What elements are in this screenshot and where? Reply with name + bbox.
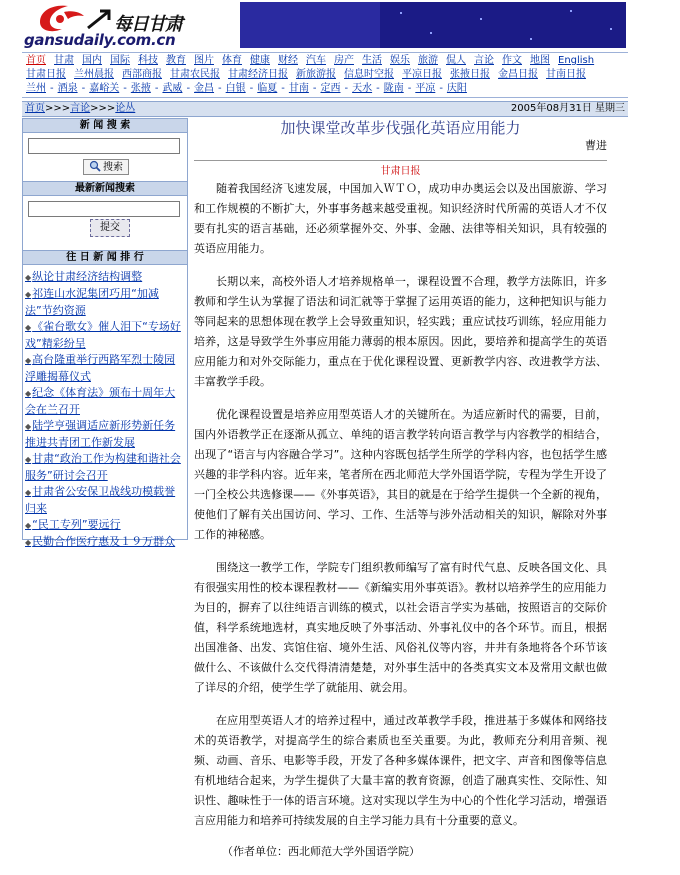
ranking-item-label: 《雀台歌女》催人泪下“专场好戏”精彩纷呈 — [25, 320, 181, 350]
ranking-item-label: 陆学亨强调适应新形势新任务推进共青团工作新发展 — [25, 419, 176, 449]
article-source: 甘肃日报 — [380, 166, 421, 177]
nav-link[interactable]: 生活 — [362, 55, 382, 66]
nav-separator: - — [218, 83, 222, 94]
breadcrumb-opinion[interactable]: 言论 — [70, 103, 91, 114]
author-affiliation: （作者单位：西北师范大学外国语学院） — [222, 845, 420, 858]
logo-arrow-icon — [86, 8, 112, 30]
nav-link[interactable]: 临夏 — [257, 83, 278, 94]
ranking-item[interactable] — [25, 517, 185, 534]
nav-link[interactable]: 甘南 — [288, 83, 309, 94]
news-search-input[interactable] — [28, 138, 180, 154]
bullet-icon: ◆ — [25, 290, 32, 299]
news-search-title: 新 闻 搜 索 — [23, 119, 187, 133]
breadcrumb-home[interactable]: 首页 — [25, 103, 45, 114]
nav-separator: - — [344, 83, 349, 94]
nav-link[interactable]: 教育 — [166, 55, 186, 66]
nav-link[interactable]: 天水 — [352, 83, 373, 94]
breadcrumb — [22, 101, 628, 117]
nav-separator: - — [123, 83, 127, 94]
article-title: 加快课堂改革步伐强化英语应用能力 — [280, 119, 521, 137]
article-paragraph: 长期以来，高校外语人才培养规格单一，课程设置不合理，教学方法陈旧，许多教师和学生认为掌握了语法和词汇就等于掌握了运用英语的能力，这种把知识与能力等同起来的思想体现在教学上会导致重知识，轻实践；重应试技巧训练，轻应用能力培养，这是导致学生外事应用能力薄弱的根本原因。因此，要培养和提高学生的英语应用能力和对外交际能力，重点在于优化课程设置、更新教学内容、改进教学方法、丰富教学手段。 — [194, 275, 607, 388]
nav-link[interactable]: 科技 — [138, 55, 158, 66]
nav-link[interactable]: 旅游 — [418, 55, 438, 66]
current-date: 2005年08月31日 星期三 — [510, 103, 625, 114]
magnifier-icon — [89, 160, 101, 172]
ranking-item-label: 民勤合作医疗惠及１９万群众 — [32, 535, 176, 548]
ranking-item[interactable] — [25, 286, 185, 319]
nav-link[interactable]: 国际 — [110, 55, 130, 66]
ranking-item-label: 高台隆重举行西路军烈士陵园浮雕揭幕仪式 — [25, 353, 176, 383]
ranking-item-label: “民工专列”要远行 — [32, 518, 121, 531]
nav-link[interactable]: 图片 — [194, 55, 214, 66]
nav-link[interactable]: 体育 — [222, 55, 242, 66]
nav-link[interactable]: 地图 — [530, 55, 550, 66]
ranking-title: 往 日 新 闻 排 行 — [23, 250, 187, 265]
search-button[interactable] — [83, 159, 129, 175]
nav-link[interactable]: 张掖日报 — [450, 69, 490, 80]
nav-separator: - — [439, 83, 443, 94]
header-banner — [240, 2, 626, 48]
ranking-item-label: 甘肃省公安保卫战线功模载誉归来 — [25, 485, 176, 515]
article-paragraph: 优化课程设置是培养应用型英语人才的关键所在。为适应新时代的需要，目前，国内外语教学正在逐渐从孤立、单纯的语言教学转向语言教学与内容教学的相结合，出现了“语言与内容融合学习”。这种内容既包括学生所学的学科内容，也包括学生感兴趣的非学科内容。近年来，笔者所在西北师范大学外国语学院，专程为学生开设了一门全校公共选修课——《外事英语》，其目的就是在于给学生提供一个全新的视角，使他们了解有关出国访问、学习、工作、生活等与涉外活动相关的知识，解除对外事工作的神秘感。 — [194, 408, 607, 541]
article-paragraph: 随着我国经济飞速发展，中国加入ＷＴＯ，成功申办奥运会以及出国旅游、学习和工作规模的不断扩大，外事事务越来越受重视。知识经济时代所需的英语人才不仅要有扎实的语言基础，还必须掌握外交、外事、金融、法律等相关知识，具有较强的英语应用能力。 — [194, 182, 607, 255]
nav-separator: - — [154, 83, 159, 94]
nav-link[interactable]: 西部商报 — [122, 69, 162, 80]
nav-link[interactable]: 陇南 — [383, 83, 404, 94]
nav-link[interactable]: 庆阳 — [446, 83, 467, 94]
nav-separator: - — [407, 83, 412, 94]
nav-link[interactable]: 汽车 — [306, 55, 326, 66]
nav-link[interactable]: 首页 — [26, 55, 46, 66]
nav-link[interactable]: 财经 — [278, 55, 298, 66]
breadcrumb-forum[interactable]: 论丛 — [115, 103, 136, 114]
ranking-item[interactable] — [25, 418, 185, 451]
ranking-item[interactable] — [25, 484, 185, 517]
main-nav — [22, 52, 628, 98]
ranking-item[interactable] — [25, 319, 185, 352]
bullet-icon: ◆ — [25, 273, 32, 282]
nav-separator: - — [50, 83, 54, 94]
ranking-item-label: 纵论甘肃经济结构调整 — [32, 270, 143, 283]
nav-separator: - — [312, 83, 317, 94]
nav-link[interactable]: 侃人 — [446, 55, 466, 66]
logo-chinese-name: 每日甘肃 — [114, 14, 182, 35]
nav-link[interactable]: 平凉 — [415, 83, 436, 94]
bullet-icon: ◆ — [25, 521, 32, 530]
bullet-icon: ◆ — [25, 323, 32, 332]
nav-link[interactable]: 健康 — [250, 55, 270, 66]
submit-button[interactable]: 提交 — [90, 219, 130, 237]
bullet-icon: ◆ — [25, 488, 32, 497]
ranking-item[interactable] — [25, 385, 185, 418]
latest-search-input[interactable] — [28, 201, 180, 217]
article — [194, 118, 607, 875]
breadcrumb-separator: >>> — [90, 103, 116, 114]
nav-row-newspapers — [26, 68, 594, 82]
nav-link[interactable]: 金昌日报 — [498, 69, 538, 80]
logo-domain: gansudaily.com.cn — [24, 31, 176, 49]
bullet-icon: ◆ — [25, 356, 32, 365]
nav-link[interactable]: 娱乐 — [390, 55, 410, 66]
nav-separator: - — [81, 83, 86, 94]
search-button-label: 搜索 — [103, 162, 123, 173]
ranking-item-label: 纪念《体育法》颁布十周年大会在兰召开 — [25, 386, 176, 416]
nav-link[interactable]: 定西 — [320, 83, 341, 94]
article-author: 曹进 — [585, 139, 607, 152]
nav-separator: - — [281, 83, 285, 94]
nav-link[interactable]: 嘉峪关 — [89, 83, 120, 94]
ranking-item-label: 祁连山水泥集团巧用“加减法”节约资源 — [25, 287, 159, 317]
article-paragraph: 在应用型英语人才的培养过程中，通过改革教学手段，推进基于多媒体和网络技术的英语教学，对提高学生的综合素质也至关重要。为此，教师充分利用音频、视频、动画、音乐、电影等手段，开发了各种多媒体课件，把文字、声音和图像等信息有机地结合起来，为学生提供了大量丰富的教育资源，创造了融真实性、交际性、知识性、趣味性于一体的语言环境。这对实现以学生为中心的个性化学习活动，增强语言应用能力和培养可持续发展的自主学习能力具有十分重要的意义。 — [194, 714, 607, 827]
ranking-item[interactable] — [25, 269, 185, 286]
nav-link[interactable]: 白银 — [225, 83, 246, 94]
bullet-icon: ◆ — [25, 455, 32, 464]
nav-link[interactable]: 新旅游报 — [296, 69, 336, 80]
nav-link[interactable]: 张掖 — [130, 83, 151, 94]
ranking-item[interactable] — [25, 534, 185, 551]
nav-link[interactable]: 甘肃农民报 — [170, 69, 220, 80]
divider — [194, 160, 607, 161]
latest-search-title: 最新新闻搜索 — [23, 181, 187, 196]
nav-separator: - — [249, 83, 254, 94]
nav-link[interactable]: 房产 — [334, 55, 354, 66]
nav-link[interactable]: 甘南日报 — [546, 69, 586, 80]
nav-link[interactable]: 平凉日报 — [402, 69, 442, 80]
ranking-item[interactable] — [25, 451, 185, 484]
ranking-item[interactable] — [25, 352, 185, 385]
nav-link[interactable]: 言论 — [474, 55, 494, 66]
article-paragraph: 围绕这一教学工作，学院专门组织教师编写了富有时代气息、反映各国文化、具有很强实用性的校本课程教材——《新编实用外事英语》。教材以培养学生的应用能力为目的，摒弃了以往纯语言训练的模式，以社会语言学实为基础，按照语言的交际价值，科学系统地选材，真实地反映了外事活动、外事礼仪中的各个环节。而且，根据出国准备、出发、宾馆住宿、境外生活、风俗礼仪等内容，井井有条地将各个环节该做什么、不该做什么交代得清清楚楚，对外事生活中的各类真实文本及常用文献也做了详尽的介绍，使学生学了就能用、就会用。 — [194, 561, 607, 694]
nav-link[interactable]: 作文 — [502, 55, 522, 66]
nav-link[interactable]: 酒泉 — [57, 83, 78, 94]
site-header — [22, 0, 628, 50]
nav-row-channels — [26, 54, 602, 68]
site-logo[interactable] — [22, 0, 222, 50]
bullet-icon: ◆ — [25, 538, 32, 547]
article-body — [194, 179, 607, 862]
bullet-icon: ◆ — [25, 389, 32, 398]
sidebar — [22, 118, 188, 548]
nav-separator: - — [376, 83, 380, 94]
bullet-icon: ◆ — [25, 422, 32, 431]
nav-link[interactable]: 甘肃 — [54, 55, 74, 66]
ranking-item-label: 甘肃“政治工作为构建和谐社会服务”研讨会召开 — [25, 452, 181, 482]
nav-link[interactable]: 国内 — [82, 55, 102, 66]
nav-link[interactable]: 兰州晨报 — [74, 69, 114, 80]
nav-link[interactable]: 金昌 — [194, 83, 215, 94]
nav-link[interactable]: English — [558, 55, 595, 66]
nav-row-cities — [26, 82, 471, 96]
nav-link[interactable]: 信息时空报 — [344, 69, 394, 80]
breadcrumb-separator: >>> — [45, 103, 71, 114]
nav-link[interactable]: 武威 — [162, 83, 183, 94]
nav-link[interactable]: 甘肃日报 — [26, 69, 66, 80]
news-ranking-list — [25, 269, 185, 551]
nav-link[interactable]: 兰州 — [26, 83, 46, 94]
nav-separator: - — [186, 83, 191, 94]
nav-link[interactable]: 甘肃经济日报 — [228, 69, 288, 80]
